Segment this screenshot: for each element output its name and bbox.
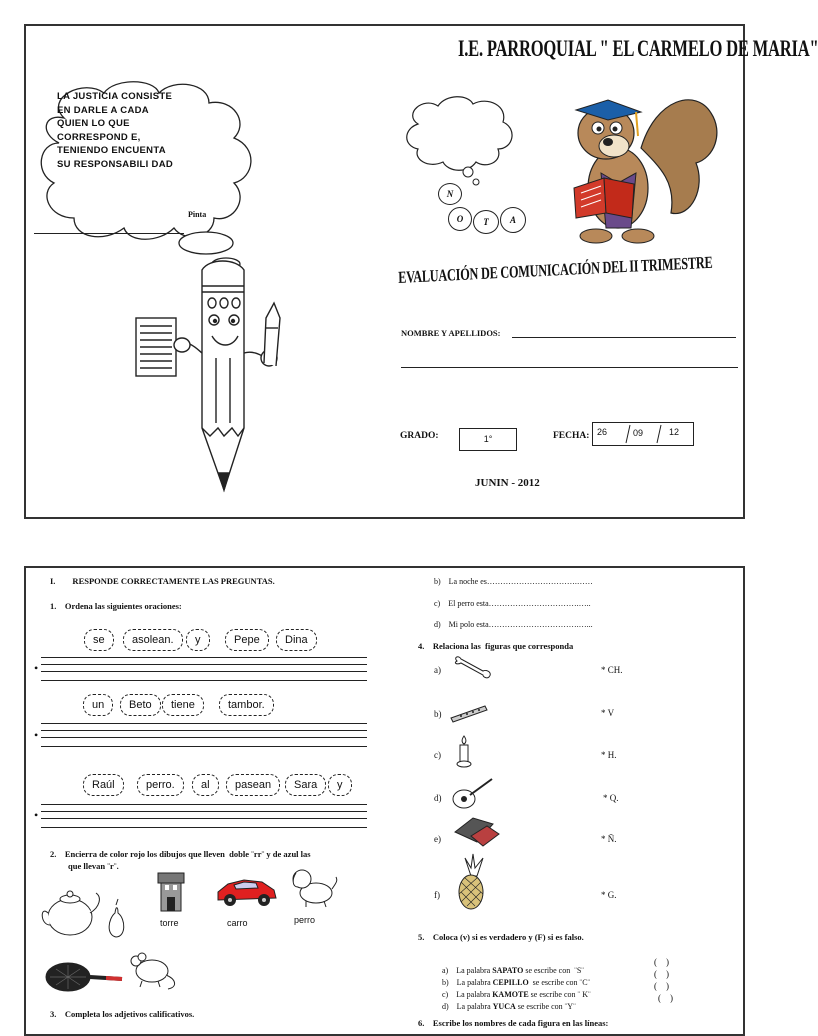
q5-pre: La palabra (456, 1002, 493, 1011)
mouse-image[interactable] (124, 947, 180, 991)
section-title: I. RESPONDE CORRECTAMENTE LAS PREGUNTAS. (50, 576, 275, 586)
q5-pre: La palabra (456, 990, 493, 999)
q4-title: 4. Relaciona las figuras que corresponda (418, 641, 574, 651)
q2-title-line1: 2. Encierra de color rojo los dibujos que lleven doble ¨rr¨ y de azul las (50, 849, 311, 859)
q5-answer-paren[interactable]: ( ) (654, 969, 669, 979)
name-label: NOMBRE Y APELLIDOS: (401, 328, 501, 338)
bone-image[interactable] (451, 655, 495, 679)
q5-word: KAMOTE (492, 990, 529, 999)
bullet: • (34, 808, 39, 822)
date-day: 26 (597, 427, 608, 437)
date-box[interactable] (592, 422, 694, 446)
evaluation-title: EVALUACIÓN DE COMUNICACIÓN DEL II TRIMESTRE (398, 252, 713, 287)
q3-item-d[interactable]: d) Mi polo esta…………………………….…... (434, 620, 593, 629)
date-month: 09 (633, 428, 644, 438)
q4-letter-b: b) (434, 709, 442, 719)
footer-junin: JUNIN - 2012 (475, 477, 540, 489)
q5-pre: La palabra (456, 966, 493, 975)
q5-title: 5. Coloca (v) si es verdadero y (F) si es falso. (418, 932, 584, 942)
word-cloud[interactable]: y (186, 629, 210, 651)
nota-bubble-t: T (473, 210, 499, 234)
label-torre: torre (160, 918, 179, 928)
q4-answer-c[interactable]: * H. (601, 750, 617, 760)
cloth-image[interactable] (453, 812, 501, 848)
word-cloud[interactable]: un (83, 694, 113, 716)
name-input-line[interactable] (512, 337, 736, 338)
date-label: FECHA: (553, 431, 590, 441)
q6-title: 6. Escribe los nombres de cada figura en las líneas: (418, 1018, 609, 1028)
q4-letter-c: c) (434, 750, 441, 760)
name-input-line-2[interactable] (401, 367, 738, 368)
q4-answer-a[interactable]: * CH. (601, 665, 623, 675)
label-perro: perro (294, 915, 316, 925)
q2-title-line2: que llevan ¨r¨. (68, 861, 119, 871)
q5-post: se escribe con ¨Y¨ (515, 1002, 576, 1011)
word-cloud[interactable]: se (84, 629, 114, 651)
tower-image[interactable] (156, 871, 186, 913)
school-title: I.E. PARROQUIAL " EL CARMELO DE MARIA" (458, 36, 818, 61)
q5-answer-paren[interactable]: ( ) (658, 993, 673, 1003)
pinta-label: Pinta (188, 210, 207, 219)
teapot-pear-image[interactable] (40, 883, 130, 941)
q3-title: 3. Completa los adjetivos calificativos. (50, 1009, 195, 1019)
q5-post: se escribe con ¨ K¨ (528, 990, 591, 999)
word-cloud[interactable]: pasean (226, 774, 280, 796)
word-cloud[interactable]: tambor. (219, 694, 274, 716)
nota-bubble-a: A (500, 207, 526, 233)
car-image[interactable] (214, 874, 280, 908)
bullet: • (34, 661, 39, 675)
writing-lines[interactable] (41, 804, 367, 828)
q4-answer-f[interactable]: * G. (601, 890, 617, 900)
grade-value: 1° (483, 434, 493, 444)
word-cloud[interactable]: Raúl (83, 774, 124, 796)
q3-item-b[interactable]: b) La noche es…………………………….…… (434, 577, 593, 586)
word-cloud[interactable]: Beto (120, 694, 161, 716)
q4-answer-b[interactable]: * V (601, 708, 615, 718)
q5-post: se escribe con ¨S¨ (523, 966, 584, 975)
q3-item-c[interactable]: c) El perro esta…………………………….….. (434, 599, 591, 608)
dog-image[interactable] (288, 865, 340, 909)
writing-lines[interactable] (41, 723, 367, 747)
date-separators (593, 423, 693, 445)
word-cloud[interactable]: al (192, 774, 219, 796)
q5-row-d (434, 993, 576, 1020)
underline-rule (34, 233, 184, 234)
grade-box[interactable] (459, 428, 517, 451)
nota-bubble-o: O (448, 207, 472, 231)
q5-letter: a) (442, 966, 449, 975)
q4-letter-a: a) (434, 665, 441, 675)
quote-text: LA JUSTICIA CONSISTE EN DARLE A CADA QUIEN LO QUE CORRESPOND E, TENIENDO ENCUENTA SU RESPONSABILI DAD (57, 91, 174, 170)
q5-word: CEPILLO (492, 978, 529, 987)
thought-cloud-small (398, 94, 518, 186)
q4-answer-e[interactable]: * Ñ. (601, 834, 617, 844)
cover-page (24, 24, 818, 519)
racket-image[interactable] (44, 957, 126, 997)
q4-letter-d: d) (434, 793, 442, 803)
q4-letter-e: e) (434, 834, 441, 844)
flute-image[interactable] (449, 702, 489, 722)
writing-lines[interactable] (41, 657, 367, 681)
nota-bubble-n: N (438, 183, 462, 205)
q5-letter: b) (442, 978, 449, 987)
q5-letter: c) (442, 990, 449, 999)
pencil-character-image (124, 258, 299, 498)
word-cloud[interactable]: perro. (137, 774, 184, 796)
grade-label: GRADO: (400, 431, 439, 441)
worksheet-page (24, 566, 745, 1036)
q5-answer-paren[interactable]: ( ) (654, 981, 669, 991)
word-cloud[interactable]: Dina (276, 629, 317, 651)
q4-answer-d[interactable]: * Q. (603, 793, 619, 803)
date-year: 12 (669, 427, 680, 437)
q1-title: 1. Ordena las siguientes oraciones: (50, 601, 182, 611)
word-cloud[interactable]: y (328, 774, 352, 796)
guitar-image[interactable] (450, 775, 496, 811)
label-carro: carro (227, 918, 248, 928)
q5-pre: La palabra (456, 978, 493, 987)
q5-word: YUCA (492, 1002, 516, 1011)
word-cloud[interactable]: tiene (162, 694, 204, 716)
candle-image[interactable] (456, 734, 472, 768)
pineapple-image[interactable] (451, 854, 491, 910)
q5-word: SAPATO (492, 966, 524, 975)
bullet: • (34, 728, 39, 742)
q4-letter-f: f) (434, 890, 440, 900)
word-cloud[interactable]: asolean. (123, 629, 183, 651)
q5-post: se escribe con ¨C¨ (528, 978, 591, 987)
squirrel-mascot-image (546, 88, 726, 248)
q5-answer-paren[interactable]: ( ) (654, 957, 669, 967)
q5-letter: d) (442, 1002, 449, 1011)
word-cloud[interactable]: Sara (285, 774, 326, 796)
word-cloud[interactable]: Pepe (225, 629, 269, 651)
